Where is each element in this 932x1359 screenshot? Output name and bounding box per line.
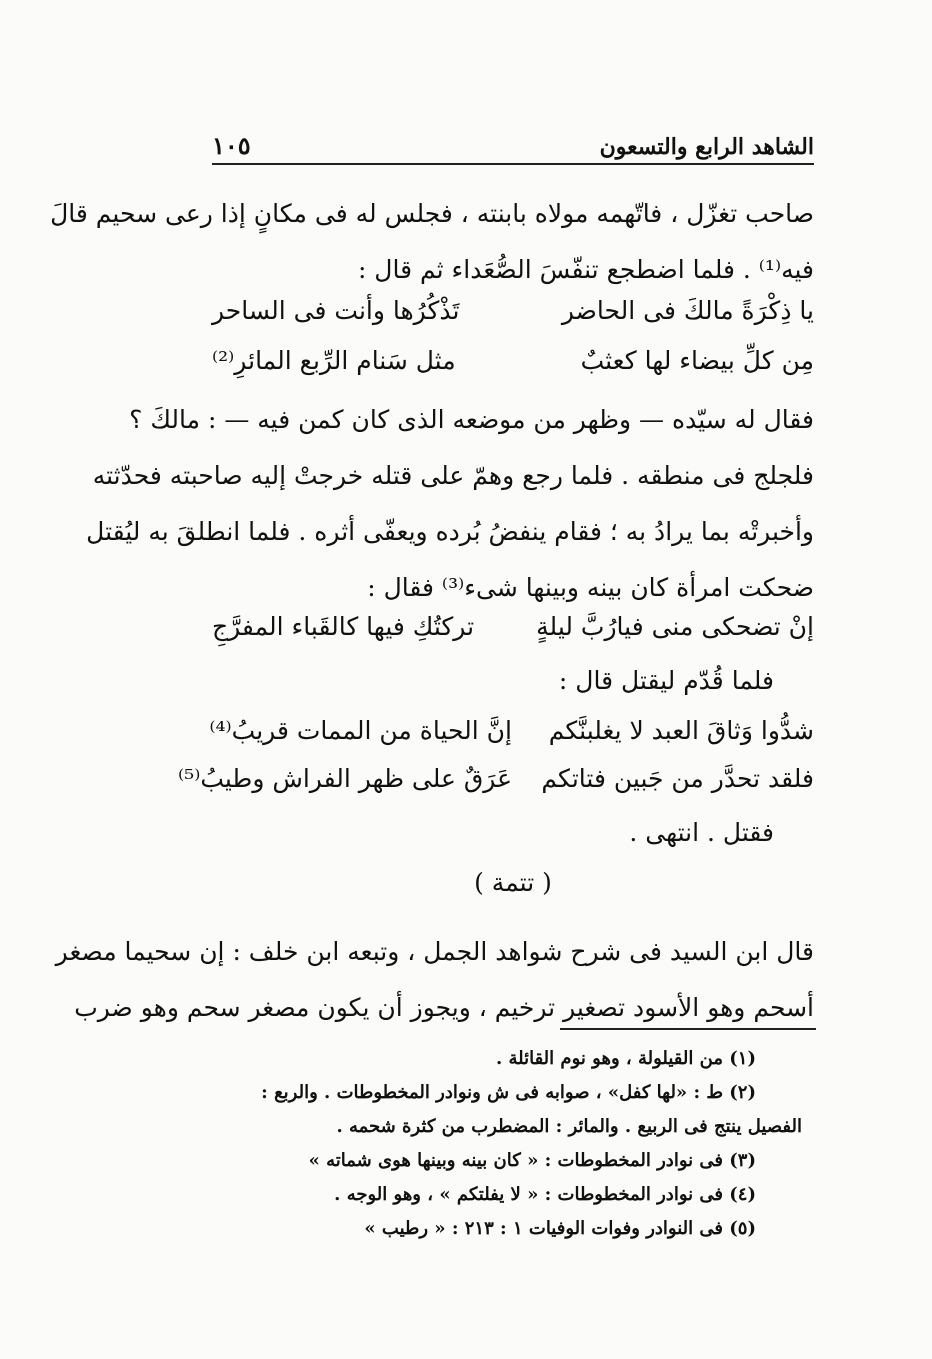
footnote-4: (٤) فى نوادر المخطوطات : « لا يفلتكم » ، وهو الوجه . (334, 1184, 756, 1205)
text-line: صاحب تغزّل ، فاتّهمه مولاه بابنته ، فجلس له فى مكانٍ إذا رعى سحيم قالَ (50, 199, 814, 228)
text-line: أسحم وهو الأسود تصغير ترخيم ، ويجوز أن يكون مصغر سحم وهو ضرب (74, 993, 814, 1022)
paragraph-1 (50, 186, 814, 298)
header-divider (212, 163, 814, 165)
verse-hemistich: إنَّ الحياة من الممات قريبُ⁽⁴⁾ (209, 716, 512, 745)
footnote-1: (١) من القيلولة ، وهو نوم القائلة . (495, 1048, 756, 1069)
verse-hemistich: تَذْكُرُها وأنت فى الساحر (212, 296, 460, 325)
continuation-text: فقتل . انتهى . (629, 818, 774, 847)
verse-hemistich: فلقد تحدَّر من جَبين فتاتكم (541, 764, 814, 793)
verse-line-4 (209, 716, 814, 766)
text-line: قال ابن السيد فى شرح شواهد الجمل ، وتبعه ابن خلف : إن سحيما مصغر (55, 937, 814, 966)
verse-hemistich: مثل سَنام الرِّبع المائرِ⁽²⁾ (212, 346, 456, 375)
paragraph-3 (55, 924, 814, 1036)
section-heading: ( تتمة ) (474, 868, 552, 897)
verse-hemistich: مِن كلِّ بيضاء لها كعثبٌ (580, 346, 814, 375)
verse-hemistich: إنْ تضحكى منى فيارُبَّ ليلةٍ (536, 612, 814, 641)
continuation-text: فلما قُدّم ليقتل قال : (558, 666, 774, 695)
verse-hemistich: يا ذِكْرَةً مالكَ فى الحاضر (561, 296, 814, 325)
verse-line-2 (212, 346, 814, 396)
text-line: فيه⁽¹⁾ . فلما اضطجع تنفّسَ الصُّعَداء ثم قال : (357, 255, 814, 284)
verse-line-3 (212, 612, 814, 662)
footnote-divider (560, 1028, 816, 1030)
page-header (212, 122, 814, 160)
footnote-3: (٣) فى نوادر المخطوطات : « كان بينه وبينها هوى شماته » (308, 1150, 756, 1171)
verse-line-1 (212, 296, 814, 346)
page-number: ١٠٥ (212, 131, 251, 160)
paragraph-2 (86, 392, 814, 616)
footnote-5: (٥) فى النوادر وفوات الوفيات ١ : ٢١٣ : « رطيب » (364, 1218, 756, 1239)
verse-hemistich: عَرَقٌ على ظهر الفراش وطيبُ⁽⁵⁾ (178, 764, 512, 793)
verse-line-5 (178, 764, 814, 814)
running-title: الشاهد الرابع والتسعون (599, 134, 814, 160)
footnotes (212, 1042, 814, 1246)
footnote-2-continued: الفصيل ينتج فى الربيع . والمائر : المضطرب من كثرة شحمه . (336, 1116, 802, 1137)
text-line: فقال له سيّده — وظهر من موضعه الذى كان كمن فيه — : مالكَ ؟ (129, 405, 814, 434)
text-line: وأخبرتْه بما يرادُ به ؛ فقام ينفضُ بُرده ويعفّى أثره . فلما انطلقَ به ليُقتل (86, 517, 814, 546)
verse-hemistich: شدُّوا وَثاقَ العبد لا يغلبنَّكم (548, 716, 814, 745)
footnote-2: (٢) ط : «لها كفل» ، صوابه فى ش ونوادر المخطوطات . والربع : (261, 1082, 756, 1103)
text-line: ضحكت امرأة كان بينه وبينها شىء⁽³⁾ فقال : (367, 573, 814, 602)
verse-hemistich: تركتُكِ فيها كالقَباء المفرَّجِ (212, 612, 475, 641)
text-line: فلجلج فى منطقه . فلما رجع وهمّ على قتله خرجتْ إليه صاحبته فحدّثته (92, 461, 814, 490)
